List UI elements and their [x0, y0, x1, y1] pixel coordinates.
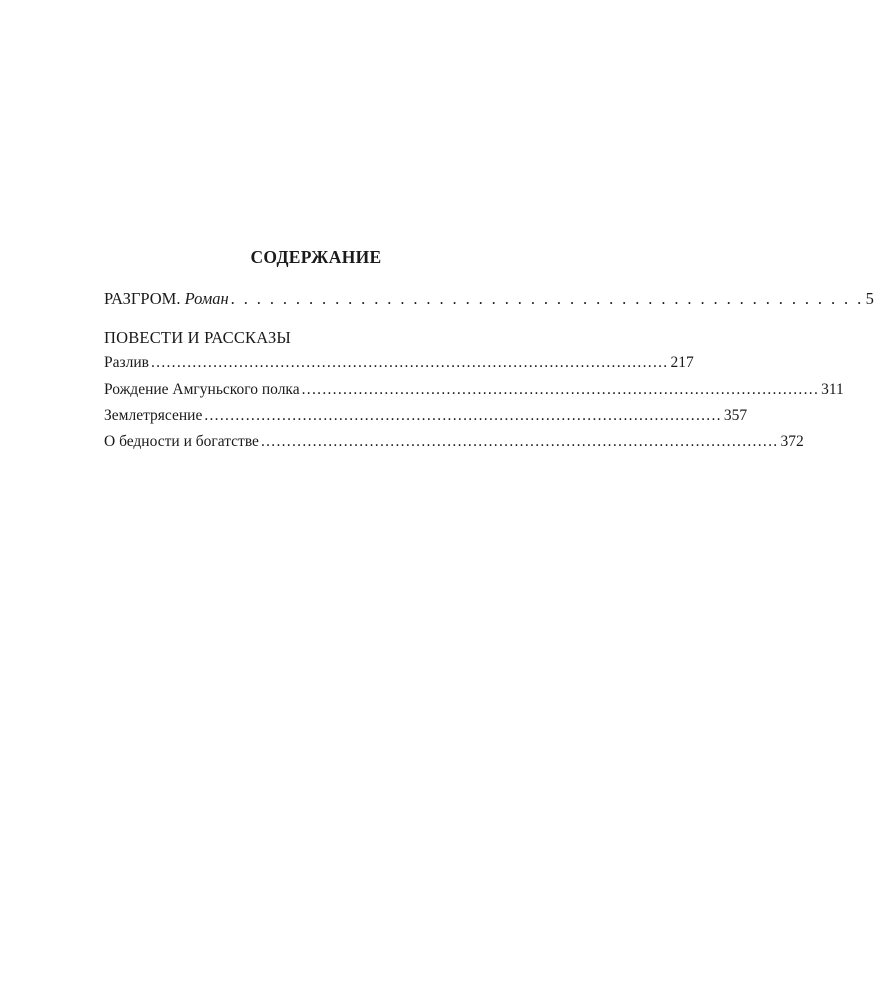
toc-entry [104, 433, 804, 451]
toc-page-number: 217 [670, 354, 694, 371]
toc-entry-title: Разлив [104, 354, 149, 371]
toc-entry-subtitle: Роман [184, 289, 229, 308]
toc-page-number: 372 [780, 433, 804, 450]
toc-entry-title: Землетрясение [104, 407, 203, 424]
toc-entry-label [104, 289, 229, 309]
section-heading: ПОВЕСТИ И РАССКАЗЫ [104, 328, 292, 347]
dot-leader: .................................................................................................... [260, 433, 779, 450]
toc-entry [104, 407, 748, 425]
toc-entry-title: РАЗГРОМ. [104, 289, 181, 308]
dot-leader: .................................................................................................... [150, 354, 669, 371]
dot-leader: .................................................................................................... [301, 381, 820, 398]
toc-entry [104, 381, 844, 399]
toc-entry-title: О бедности и богатстве [104, 433, 259, 450]
dot-leader: .................................................................................................... [204, 407, 722, 424]
toc-entry [104, 354, 694, 372]
toc-page-number: 5 [865, 289, 874, 308]
dot-leader: . . . . . . . . . . . . . . . . . . . . . . . . . . . . . . . . . . . . . . . . . . . . . . . . . [230, 289, 864, 308]
toc-page-number: 357 [723, 407, 748, 424]
toc-title: СОДЕРЖАНИЕ [250, 247, 382, 267]
toc-page-number: 311 [821, 381, 844, 398]
toc-entry-title: Рождение Амгуньского полка [104, 381, 300, 398]
toc-entry-main [104, 289, 874, 309]
